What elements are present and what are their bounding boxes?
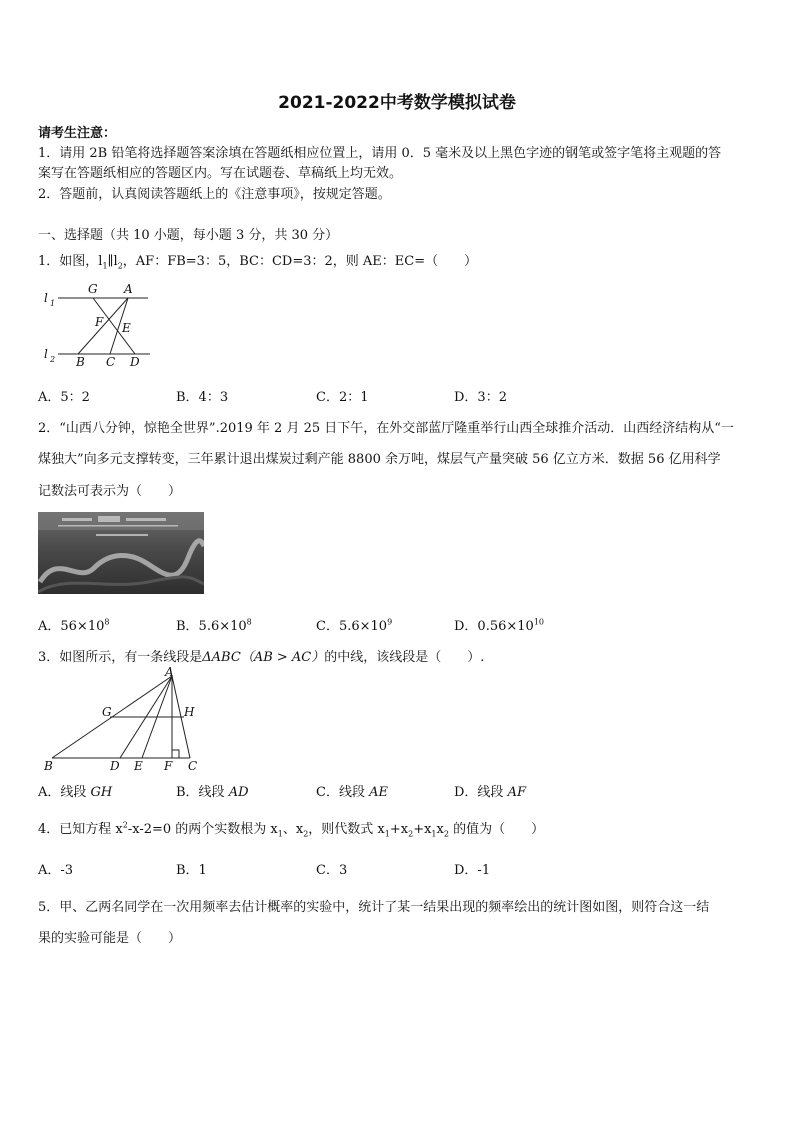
label-l2: l [44, 347, 48, 361]
q3-option-b[interactable]: B．线段 AD [176, 785, 249, 800]
question-3-figure [38, 666, 204, 772]
notice-line-1a: 1．请用 2B 铅笔将选择题答案涂填在答题纸相应位置上，请用 0．5 毫米及以上黑色字迹的钢笔或签字笔将主观题的答 [38, 146, 722, 161]
section-heading: 一、选择题（共 10 小题，每小题 3 分，共 30 分） [38, 228, 339, 243]
q4-option-b[interactable]: B．1 [176, 863, 207, 878]
q2-option-b[interactable]: B．$5.6\times 10^8$ [176, 617, 252, 634]
label-l2-sub: 2 [50, 355, 56, 364]
q2-option-d[interactable]: D．$0.56\times 10^{10}$ [454, 617, 544, 634]
label-h: H [184, 705, 195, 719]
question-4-stem: 4．已知方程 $x^2-x-2=0$ 的两个实数根为 $x_1$、$x_2$，则代数式 $x_1+x_2+x_1x_2$ 的值为（ ） [38, 820, 545, 839]
label-f: F [164, 759, 173, 772]
q3-option-c[interactable]: C．线段 AE [316, 785, 388, 800]
label-g: G [102, 705, 112, 719]
question-1-stem: 1．如图，$l_1\parallel l_2$，AF：FB=3：5，BC：CD=3：2，则 AE：EC=（ ） [38, 254, 478, 271]
question-5-line-2: 果的实验可能是（ ） [38, 931, 182, 946]
q3-option-a[interactable]: A．线段 GH [38, 785, 113, 800]
label-d: D [110, 759, 120, 772]
q1-option-b[interactable]: B．4：3 [176, 390, 229, 405]
question-3-stem: 3．如图所示，有一条线段是ΔABC（AB > AC）的中线，该线段是（ ）. [38, 650, 485, 665]
page-title: 2021-2022中考数学模拟试卷 [278, 93, 516, 113]
q1-option-a[interactable]: A．5：2 [38, 390, 90, 405]
question-2-line-3: 记数法可表示为（ ） [38, 484, 182, 499]
label-f: F [95, 315, 104, 329]
notice-line-1b: 案写在答题纸相应的答题区内。写在试题卷、草稿纸上均无效。 [38, 166, 403, 181]
q1-option-c[interactable]: C．2：1 [316, 390, 369, 405]
q2-option-a[interactable]: A．$56\times 10^8$ [38, 617, 110, 634]
question-1-figure [38, 282, 154, 370]
q4-option-d[interactable]: D．-1 [454, 863, 491, 878]
q4-option-c[interactable]: C．3 [316, 863, 348, 878]
label-g: G [88, 282, 98, 296]
q3-option-d[interactable]: D．线段 AF [454, 785, 526, 800]
q4-option-a[interactable]: A．-3 [38, 863, 74, 878]
label-a: A [165, 666, 174, 679]
question-5-line-1: 5．甲、乙两名同学在一次用频率去估计概率的实验中，统计了某一结果出现的频率绘出的统计图如图，则符合这一结 [38, 900, 710, 915]
label-d: D [130, 355, 140, 369]
q2-option-c[interactable]: C．$5.6\times 10^9$ [316, 617, 393, 634]
label-a: A [124, 282, 133, 296]
label-b: B [76, 355, 85, 369]
notice-line-2: 2．答题前，认真阅读答题纸上的《注意事项》，按规定答题。 [38, 187, 391, 202]
label-c: C [188, 759, 198, 772]
label-e: E [122, 321, 131, 335]
q1-option-d[interactable]: D．3：2 [454, 390, 507, 405]
label-l1: l [44, 291, 48, 305]
label-b: B [44, 759, 53, 772]
notice-heading: 请考生注意： [38, 126, 117, 141]
label-l1-sub: 1 [50, 299, 56, 308]
label-c: C [106, 355, 116, 369]
question-2-photo [38, 512, 204, 594]
label-e: E [134, 759, 143, 772]
question-2-line-2: 煤独大”向多元支撑转变，三年累计退出煤炭过剩产能 8800 余万吨，煤层气产量突破 56 亿立方米．数据 56 亿用科学 [38, 452, 721, 467]
question-2-line-1: 2．“山西八分钟，惊艳全世界”.2019 年 2 月 25 日下午，在外交部蓝厅隆重举行山西全球推介活动．山西经济结构从“一 [38, 421, 734, 436]
